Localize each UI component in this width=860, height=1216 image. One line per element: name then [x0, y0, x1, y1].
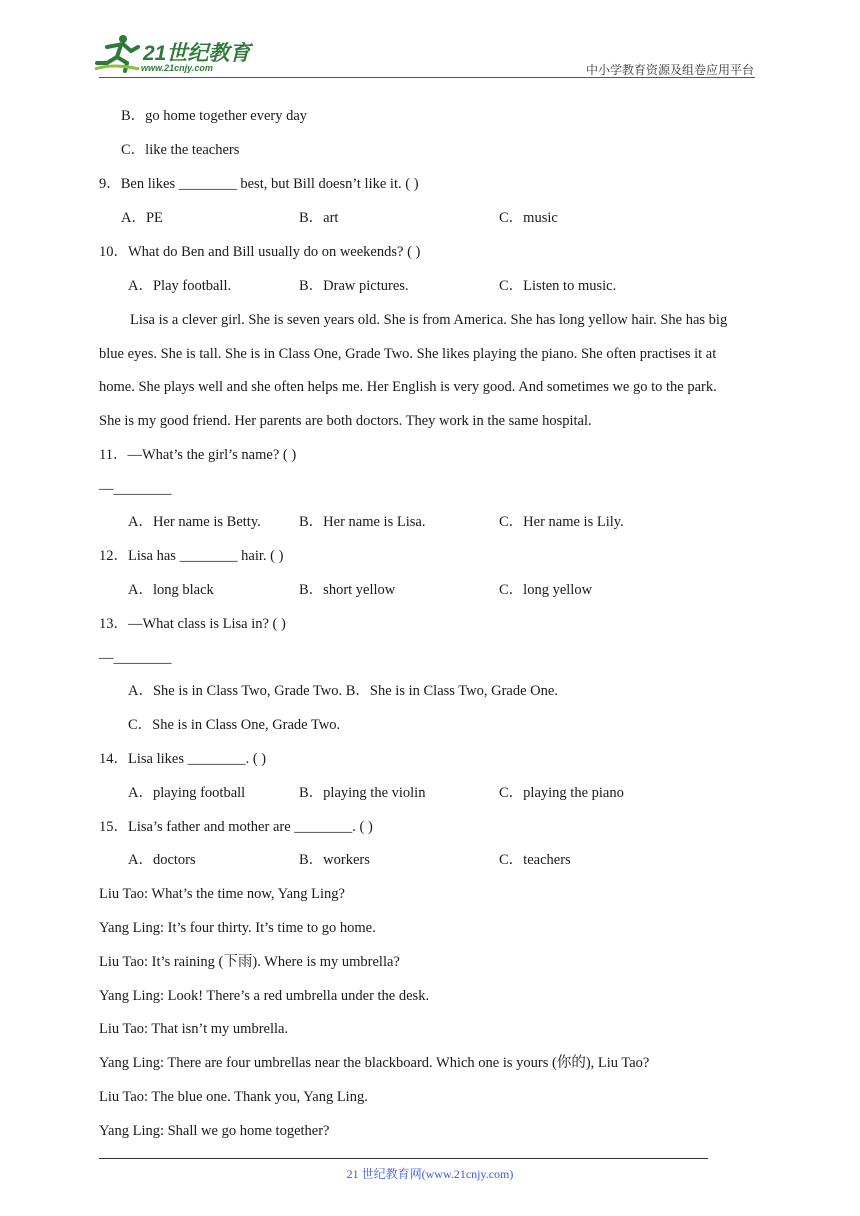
reading-passage-line-3: home. She plays well and she often helps me. Her English is very good. And sometimes we go to the park. [99, 379, 717, 395]
option-8b: B．go home together every day [121, 108, 308, 124]
question-15: 15．Lisa’s father and mother are ________. ( ) [99, 819, 373, 835]
option-12a: A．long black [128, 582, 214, 598]
platform-name: 中小学教育资源及组卷应用平台 [585, 63, 754, 77]
reading-passage-line-4: She is my good friend. Her parents are both doctors. They work in the same hospital. [99, 413, 592, 429]
option-9a: A．PE [121, 210, 163, 226]
reading-passage-line-1: Lisa is a clever girl. She is seven years old. She is from America. She has long yellow hair. She has big [130, 312, 728, 328]
question-11: 11．—What’s the girl’s name? ( ) [99, 447, 297, 463]
option-13a-13b: A．She is in Class Two, Grade Two. B．She is in Class Two, Grade One. [128, 683, 558, 699]
dialogue-line-7: Liu Tao: The blue one. Thank you, Yang Ling. [99, 1089, 368, 1105]
footer-link[interactable]: 21 世纪教育网(www.21cnjy.com) [346, 1167, 514, 1181]
dialogue-line-5: Liu Tao: That isn’t my umbrella. [99, 1021, 289, 1037]
dialogue-line-4: Yang Ling: Look! There’s a red umbrella under the desk. [99, 988, 430, 1004]
option-9b: B．art [299, 210, 339, 226]
option-15c: C．teachers [499, 852, 571, 868]
dialogue-line-2: Yang Ling: It’s four thirty. It’s time to go home. [99, 920, 376, 936]
option-10c: C．Listen to music. [499, 278, 617, 294]
question-13: 13．—What class is Lisa in? ( ) [99, 616, 286, 632]
page-header [0, 0, 860, 80]
question-10: 10．What do Ben and Bill usually do on weekends? ( ) [99, 244, 421, 260]
option-12c: C．long yellow [499, 582, 593, 598]
question-9: 9．Ben likes ________ best, but Bill doesn’t like it. ( ) [99, 176, 419, 192]
runner-logo-icon [93, 33, 141, 73]
dialogue-line-3: Liu Tao: It’s raining (下雨). Where is my umbrella? [99, 954, 400, 970]
question-14: 14．Lisa likes ________. ( ) [99, 751, 267, 767]
option-11b: B．Her name is Lisa. [299, 514, 426, 530]
option-14c: C．playing the piano [499, 785, 624, 801]
option-13c: C．She is in Class One, Grade Two. [128, 717, 341, 733]
option-8c: C．like the teachers [121, 142, 240, 158]
option-15a: A．doctors [128, 852, 196, 868]
answer-blank-11[interactable]: —________ [99, 481, 172, 497]
option-10b: B．Draw pictures. [299, 278, 409, 294]
option-10a: A．Play football. [128, 278, 232, 294]
answer-blank-13[interactable]: —________ [99, 650, 172, 666]
logo-text: 21世纪教育 [143, 42, 251, 65]
option-15b: B．workers [299, 852, 370, 868]
site-logo[interactable] [93, 33, 263, 79]
option-11a: A．Her name is Betty. [128, 514, 261, 530]
footer-divider [99, 1158, 708, 1159]
option-14a: A．playing football [128, 785, 246, 801]
dialogue-line-1: Liu Tao: What’s the time now, Yang Ling? [99, 886, 345, 902]
option-11c: C．Her name is Lily. [499, 514, 624, 530]
option-9c: C．music [499, 210, 558, 226]
header-divider [99, 77, 755, 78]
option-12b: B．short yellow [299, 582, 396, 598]
logo-url: www.21cnjy.com [141, 63, 213, 73]
option-14b: B．playing the violin [299, 785, 426, 801]
dialogue-line-8: Yang Ling: Shall we go home together? [99, 1123, 330, 1139]
question-12: 12．Lisa has ________ hair. ( ) [99, 548, 284, 564]
reading-passage-line-2: blue eyes. She is tall. She is in Class One, Grade Two. She likes playing the piano. She often practises it at [99, 346, 717, 362]
dialogue-line-6: Yang Ling: There are four umbrellas near the blackboard. Which one is yours (你的), Liu Tao? [99, 1055, 650, 1071]
